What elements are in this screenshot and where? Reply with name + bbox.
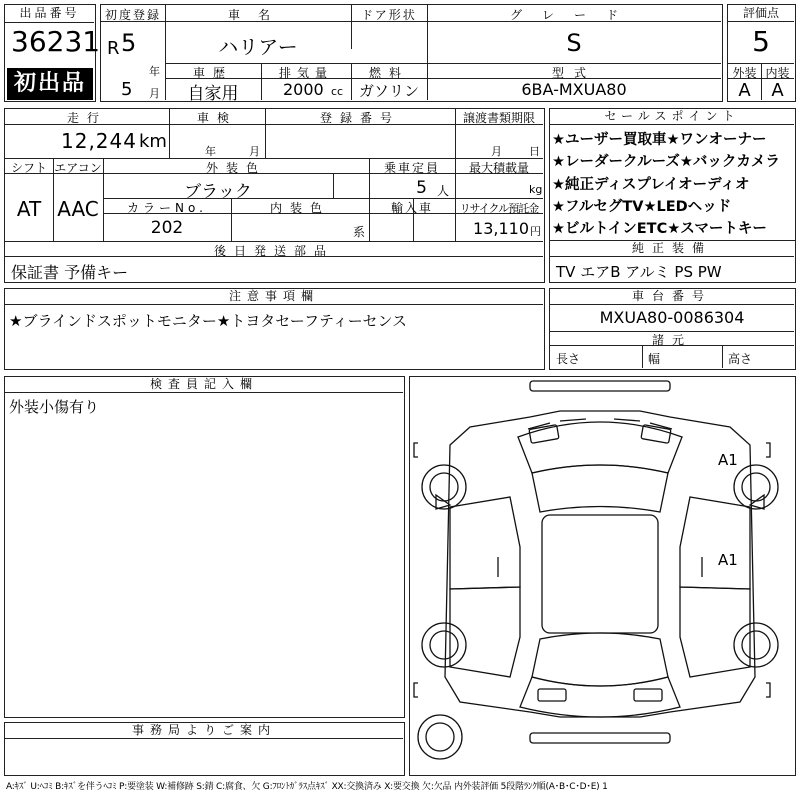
- spare-wheel-inner: [426, 723, 454, 751]
- door-label: ドア形状: [361, 8, 417, 22]
- recycle-unit: 円: [530, 225, 541, 238]
- office-label: 事務局よりご案内: [5, 723, 403, 739]
- later-parts-value: 保証書 予備キー: [11, 263, 129, 282]
- first-listing-badge: 初出品: [7, 68, 93, 100]
- chassis-box: [549, 288, 796, 370]
- windshield-shape: [532, 465, 668, 512]
- ext-score: A: [738, 80, 751, 101]
- genuine-label: 純正装備: [550, 241, 794, 257]
- displacement-label: 排気量: [278, 66, 333, 80]
- lot-number: 36231: [11, 25, 101, 58]
- rear-window-shape: [532, 633, 668, 686]
- month-value: 5: [121, 79, 133, 100]
- front-door-left: [450, 497, 520, 589]
- grade-value: S: [566, 29, 582, 57]
- interior-suffix: 系: [353, 225, 366, 239]
- inspection-month-unit: 月: [249, 145, 260, 158]
- car-name-label: 車名: [227, 8, 288, 22]
- history-label: 車歴: [192, 66, 233, 80]
- bracket-right-top: [766, 443, 770, 457]
- wheel-rear-left-inner: [430, 631, 458, 659]
- roof-shape: [542, 515, 658, 633]
- capacity-label: 乗車定員: [383, 161, 440, 175]
- mileage-label: 走行: [66, 111, 107, 125]
- mirror-right: [750, 495, 764, 509]
- lot-box: [4, 4, 101, 102]
- load-label: 最大積載量: [468, 161, 529, 175]
- shift-label: シフト: [10, 161, 47, 175]
- inspector-value: 外装小傷有り: [9, 398, 100, 416]
- ext-label: 外装: [732, 66, 757, 80]
- color-value: ブラック: [184, 182, 252, 202]
- notes-label: 注意事項欄: [5, 289, 543, 305]
- score-box: [727, 4, 796, 102]
- sales-points-box: [549, 108, 796, 241]
- top-info-box: [100, 4, 723, 102]
- chassis-value: MXUA80-0086304: [599, 308, 745, 327]
- car-outline-drawing: [410, 377, 794, 774]
- notes-box: [4, 288, 545, 370]
- car-name-value: ハリアー: [218, 35, 298, 59]
- color-code-label: カラーNo.: [127, 201, 207, 215]
- wheel-rear-right: [734, 623, 778, 667]
- sales-point-item: ★ビルトインETC★スマートキー: [552, 221, 767, 237]
- spare-wheel: [418, 715, 462, 759]
- score-label: 評価点: [728, 5, 794, 22]
- color-code-value: 202: [150, 218, 184, 238]
- model-value: 6BA-MXUA80: [521, 80, 627, 99]
- sales-point-item: ★ユーザー買取車★ワンオーナー: [552, 132, 767, 148]
- shift-value: AT: [16, 197, 42, 221]
- damage-mark-front-right: A1: [718, 451, 738, 469]
- bracket-left-top: [414, 443, 418, 457]
- displacement-value: 2000: [283, 80, 324, 99]
- notes-value: ★ブラインドスポットモニター★トヨタセーフティーセンス: [9, 312, 407, 330]
- fuel-value: ガソリン: [358, 82, 419, 100]
- office-box: [4, 722, 405, 776]
- color-label: 外装色: [205, 161, 266, 175]
- length-label: 長さ: [556, 352, 581, 366]
- trunk-shape: [520, 677, 680, 717]
- inspection-label: 車検: [196, 111, 237, 125]
- rear-door-right: [680, 587, 750, 677]
- bracket-left-bottom: [414, 683, 418, 697]
- fuel-label: 燃料: [368, 66, 409, 80]
- taillight-right: [634, 689, 662, 701]
- wheel-front-right: [734, 465, 778, 509]
- transfer-label: 譲渡書類期限: [462, 111, 535, 125]
- displacement-unit: cc: [331, 85, 344, 98]
- vehicle-info-box: [4, 108, 545, 283]
- recycle-label: リサイクル預託金: [459, 202, 539, 215]
- front-bumper-shape: [530, 381, 670, 391]
- height-label: 高さ: [728, 352, 753, 366]
- transfer-day-unit: 日: [529, 145, 540, 158]
- inspection-year-unit: 年: [205, 145, 216, 158]
- front-door-right: [680, 497, 750, 589]
- rear-door-left: [450, 587, 520, 677]
- month-unit: 月: [149, 87, 160, 100]
- grade-label: グレード: [509, 8, 638, 22]
- mileage-unit: km: [139, 131, 167, 152]
- history-value: 自家用: [187, 84, 239, 104]
- taillight-left: [538, 689, 566, 701]
- wheel-rear-right-inner: [742, 631, 770, 659]
- sales-points-label: セールスポイント: [550, 109, 794, 125]
- import-label: 輸入車: [390, 201, 433, 215]
- later-parts-label: 後日発送部品: [213, 244, 334, 258]
- chassis-label: 車台番号: [550, 289, 794, 305]
- mirror-left: [436, 495, 450, 509]
- rear-bumper-shape: [530, 733, 670, 743]
- int-label: 内装: [765, 66, 790, 80]
- int-score: A: [771, 80, 784, 101]
- bracket-right-bottom: [766, 683, 770, 697]
- year-unit: 年: [149, 65, 160, 78]
- recycle-value: 13,110: [473, 219, 529, 238]
- capacity-value: 5: [416, 178, 427, 198]
- capacity-unit: 人: [437, 184, 450, 198]
- model-label: 型式: [551, 66, 596, 80]
- inspector-box: [4, 376, 405, 718]
- plate-label: 登録番号: [319, 111, 400, 125]
- sales-point-item: ★純正ディスプレイオーディオ: [552, 177, 750, 193]
- aircon-value: AAC: [57, 197, 99, 221]
- car-damage-diagram: [409, 376, 796, 776]
- body-outline: [445, 411, 755, 717]
- lot-label: 出品番号: [5, 5, 94, 23]
- wheel-rear-left: [422, 623, 466, 667]
- year-value: 5: [121, 29, 137, 57]
- damage-mark-door-right: A1: [718, 551, 738, 569]
- aircon-label: エアコン: [54, 161, 102, 175]
- wheel-front-left: [422, 465, 466, 509]
- wheel-front-right-inner: [742, 473, 770, 501]
- wheel-front-left-inner: [430, 473, 458, 501]
- genuine-equipment-box: [549, 240, 796, 283]
- interior-label: 内装色: [269, 201, 330, 215]
- legend-text: A:ｷｽﾞ U:ﾍｺﾐ B:ｷｽﾞを伴うﾍｺﾐ P:要塗装 W:補修跡 S:錆 C:腐食、欠 G:ﾌﾛﾝﾄｶﾞﾗｽ点ｷｽﾞ XX:交換済み X:要交換 欠:欠品 内外装評価 5段階ﾗﾝｸ順(A･B･C･D･E) 1: [6, 782, 608, 792]
- specs-label: 諸元: [651, 333, 692, 347]
- first-reg-label: 初度登録: [104, 8, 161, 22]
- width-label: 幅: [648, 352, 661, 366]
- sales-point-item: ★レーダークルーズ★バックカメラ: [552, 154, 780, 170]
- score-value: 5: [752, 25, 770, 58]
- inspector-label: 検査員記入欄: [5, 377, 403, 393]
- sales-point-item: ★フルセグTV★LEDヘッド: [552, 199, 732, 215]
- transfer-month-unit: 月: [491, 145, 502, 158]
- load-unit: kg: [529, 183, 543, 196]
- era-value: R: [107, 38, 120, 59]
- mileage-value: 12,244: [61, 129, 137, 153]
- genuine-value: TV エアB アルミ PS PW: [556, 263, 722, 281]
